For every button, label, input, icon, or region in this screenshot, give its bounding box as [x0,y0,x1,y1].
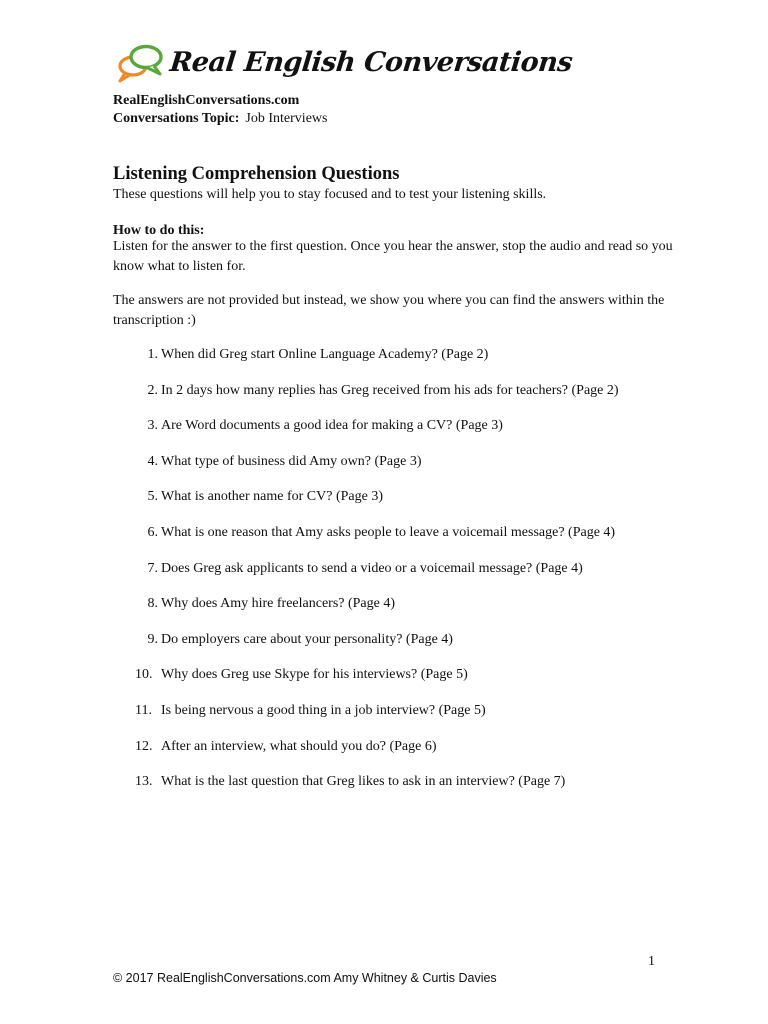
question-number: 13. [135,774,153,790]
question-item [113,416,693,452]
question-number: 7. [147,560,158,576]
question-item [113,665,693,701]
site-url: RealEnglishConversations.com [113,93,300,108]
question-item [113,452,693,488]
question-number: 4. [147,453,158,469]
logo-text: Real English Conversations [168,46,574,78]
page-number: 1 [648,954,655,969]
question-text: When did Greg start Online Language Academy? (Page 2) [161,347,489,362]
question-number: 1. [147,347,158,362]
question-item [113,737,693,773]
question-number: 11. [135,702,152,718]
question-item [113,594,693,630]
conversation-topic [113,110,327,128]
question-item [113,701,693,737]
topic-value: Job Interviews [245,111,328,126]
question-item [113,523,693,559]
question-number: 2. [147,382,158,398]
howto-heading: How to do this: [113,223,205,238]
question-text: Is being nervous a good thing in a job interview? (Page 5) [161,702,486,718]
footer-copyright: © 2017 RealEnglishConversations.com Amy Whitney & Curtis Davies [113,971,497,985]
question-number: 12. [135,738,153,754]
question-number: 5. [147,489,158,505]
question-text: In 2 days how many replies has Greg received from his ads for teachers? (Page 2) [161,382,619,398]
question-number: 6. [147,524,158,540]
question-number: 9. [147,631,158,647]
question-text: What type of business did Amy own? (Page 3) [161,453,422,469]
question-text: What is the last question that Greg likes to ask in an interview? (Page 7) [161,774,566,790]
section-title: Listening Comprehension Questions [113,164,400,184]
question-text: After an interview, what should you do? (Page 6) [161,738,437,754]
question-item [113,487,693,523]
question-item [113,772,693,808]
question-text: Does Greg ask applicants to send a video or a voicemail message? (Page 4) [161,560,583,576]
question-text: Why does Amy hire freelancers? (Page 4) [161,596,396,612]
question-text: Are Word documents a good idea for making a CV? (Page 3) [161,418,503,434]
question-item [113,630,693,666]
question-number: 3. [147,418,158,434]
topic-label: Conversations Topic: [113,111,240,126]
question-item [113,381,693,417]
question-text: What is another name for CV? (Page 3) [161,489,383,505]
answers-note: The answers are not provided but instead, we show you where you can find the answers within the transcription :) [113,293,665,328]
intro-text: These questions will help you to stay focused and to test your listening skills. [113,187,547,202]
question-item [113,559,693,595]
speech-bubbles-icon [116,40,166,84]
question-number: 10. [135,667,153,683]
question-text: Do employers care about your personality? (Page 4) [161,631,453,647]
howto-body: Listen for the answer to the first question. Once you hear the answer, stop the audio and read so you know what to listen for. [113,239,673,274]
question-text: What is one reason that Amy asks people to leave a voicemail message? (Page 4) [161,524,616,540]
question-number: 8. [147,596,158,612]
question-text: Why does Greg use Skype for his interviews? (Page 5) [161,667,468,683]
question-list [113,345,693,808]
question-item [113,345,693,381]
logo [116,40,572,84]
